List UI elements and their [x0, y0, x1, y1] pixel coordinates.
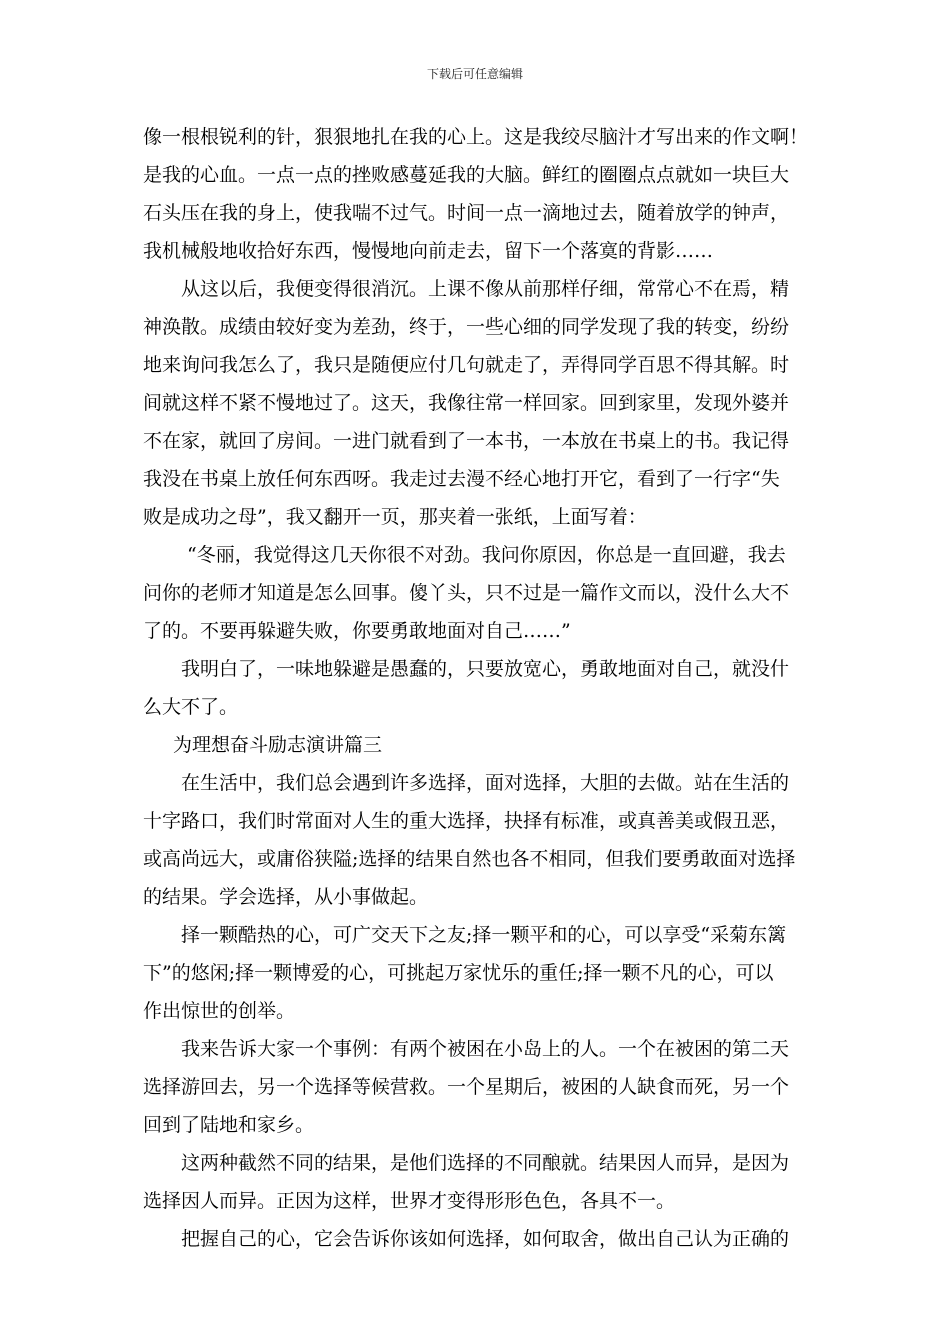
- text-line: 选择游回去，另一个选择等候营救。一个星期后，被困的人缺食而死，另一个: [143, 1076, 790, 1098]
- text-line: 问你的老师才知道是怎么回事。傻丫头，只不过是一篇作文而以，没什么大不: [143, 582, 790, 604]
- text-line: 十字路口，我们时常面对人生的重大选择，抉择有标准，或真善美或假丑恶，: [143, 810, 790, 832]
- text-line: 不在家，就回了房间。一进门就看到了一本书，一本放在书桌上的书。我记得: [143, 430, 790, 452]
- text-line: 我没在书桌上放任何东西呀。我走过去漫不经心地打开它，看到了一行字“失: [143, 468, 780, 490]
- document-body: [143, 118, 813, 1258]
- text-line: 么大不了。: [143, 696, 239, 718]
- text-line: 了的。不要再躲避失败，你要勇敢地面对自己……”: [143, 620, 571, 642]
- text-line: 下”的悠闲;择一颗博爱的心，可挑起万家忧乐的重任;择一颗不凡的心，可以: [143, 962, 774, 984]
- paragraph-start-line: 从这以后，我便变得很消沉。上课不像从前那样仔细，常常心不在焉，精: [181, 278, 790, 300]
- paragraph-start-line: 择一颗酷热的心，可广交天下之友;择一颗平和的心，可以享受“采菊东篱: [181, 924, 787, 946]
- text-line: 我机械般地收拾好东西，慢慢地向前走去，留下一个落寞的背影……: [143, 240, 714, 262]
- text-line: 败是成功之母”，我又翻开一页，那夹着一张纸，上面写着：: [143, 506, 647, 528]
- section-heading: 为理想奋斗励志演讲篇三: [173, 734, 383, 756]
- paragraph-start-line: 我明白了，一味地躲避是愚蠢的，只要放宽心，勇敢地面对自己，就没什: [181, 658, 790, 680]
- text-line: 神涣散。成绩由较好变为差劲，终于，一些心细的同学发现了我的转变，纷纷: [143, 316, 790, 338]
- text-line: 石头压在我的身上，使我喘不过气。时间一点一滴地过去，随着放学的钟声，: [143, 202, 790, 224]
- quote-start-line: “冬丽，我觉得这几天你很不对劲。我问你原因，你总是一直回避，我去: [187, 544, 786, 566]
- text-line: 选择因人而异。正因为这样，世界才变得形形色色，各具不一。: [143, 1190, 676, 1212]
- text-line: 或高尚远大，或庸俗狭隘;选择的结果自然也各不相同，但我们要勇敢面对选择: [143, 848, 796, 870]
- text-line: 地来询问我怎么了，我只是随便应付几句就走了，弄得同学百思不得其解。时: [143, 354, 790, 376]
- text-line: 的结果。学会选择，从小事做起。: [143, 886, 429, 908]
- paragraph-start-line: 我来告诉大家一个事例：有两个被困在小岛上的人。一个在被困的第二天: [181, 1038, 790, 1060]
- text-line: 间就这样不紧不慢地过了。这天，我像往常一样回家。回到家里，发现外婆并: [143, 392, 790, 414]
- paragraph-start-line: 在生活中，我们总会遇到许多选择，面对选择，大胆的去做。站在生活的: [181, 772, 790, 794]
- paragraph-start-line: 把握自己的心，它会告诉你该如何选择，如何取舍，做出自己认为正确的: [181, 1228, 790, 1250]
- page-header-note: 下载后可任意编辑: [426, 67, 523, 81]
- paragraph-start-line: 这两种截然不同的结果，是他们选择的不同酿就。结果因人而异，是因为: [181, 1152, 790, 1174]
- text-line: 是我的心血。一点一点的挫败感蔓延我的大脑。鲜红的圈圈点点就如一块巨大: [143, 164, 790, 186]
- text-line: 作出惊世的创举。: [143, 1000, 296, 1022]
- text-line: 回到了陆地和家乡。: [143, 1114, 315, 1136]
- text-line: 像一根根锐利的针，狠狠地扎在我的心上。这是我绞尽脑汁才写出来的作文啊！: [143, 126, 809, 148]
